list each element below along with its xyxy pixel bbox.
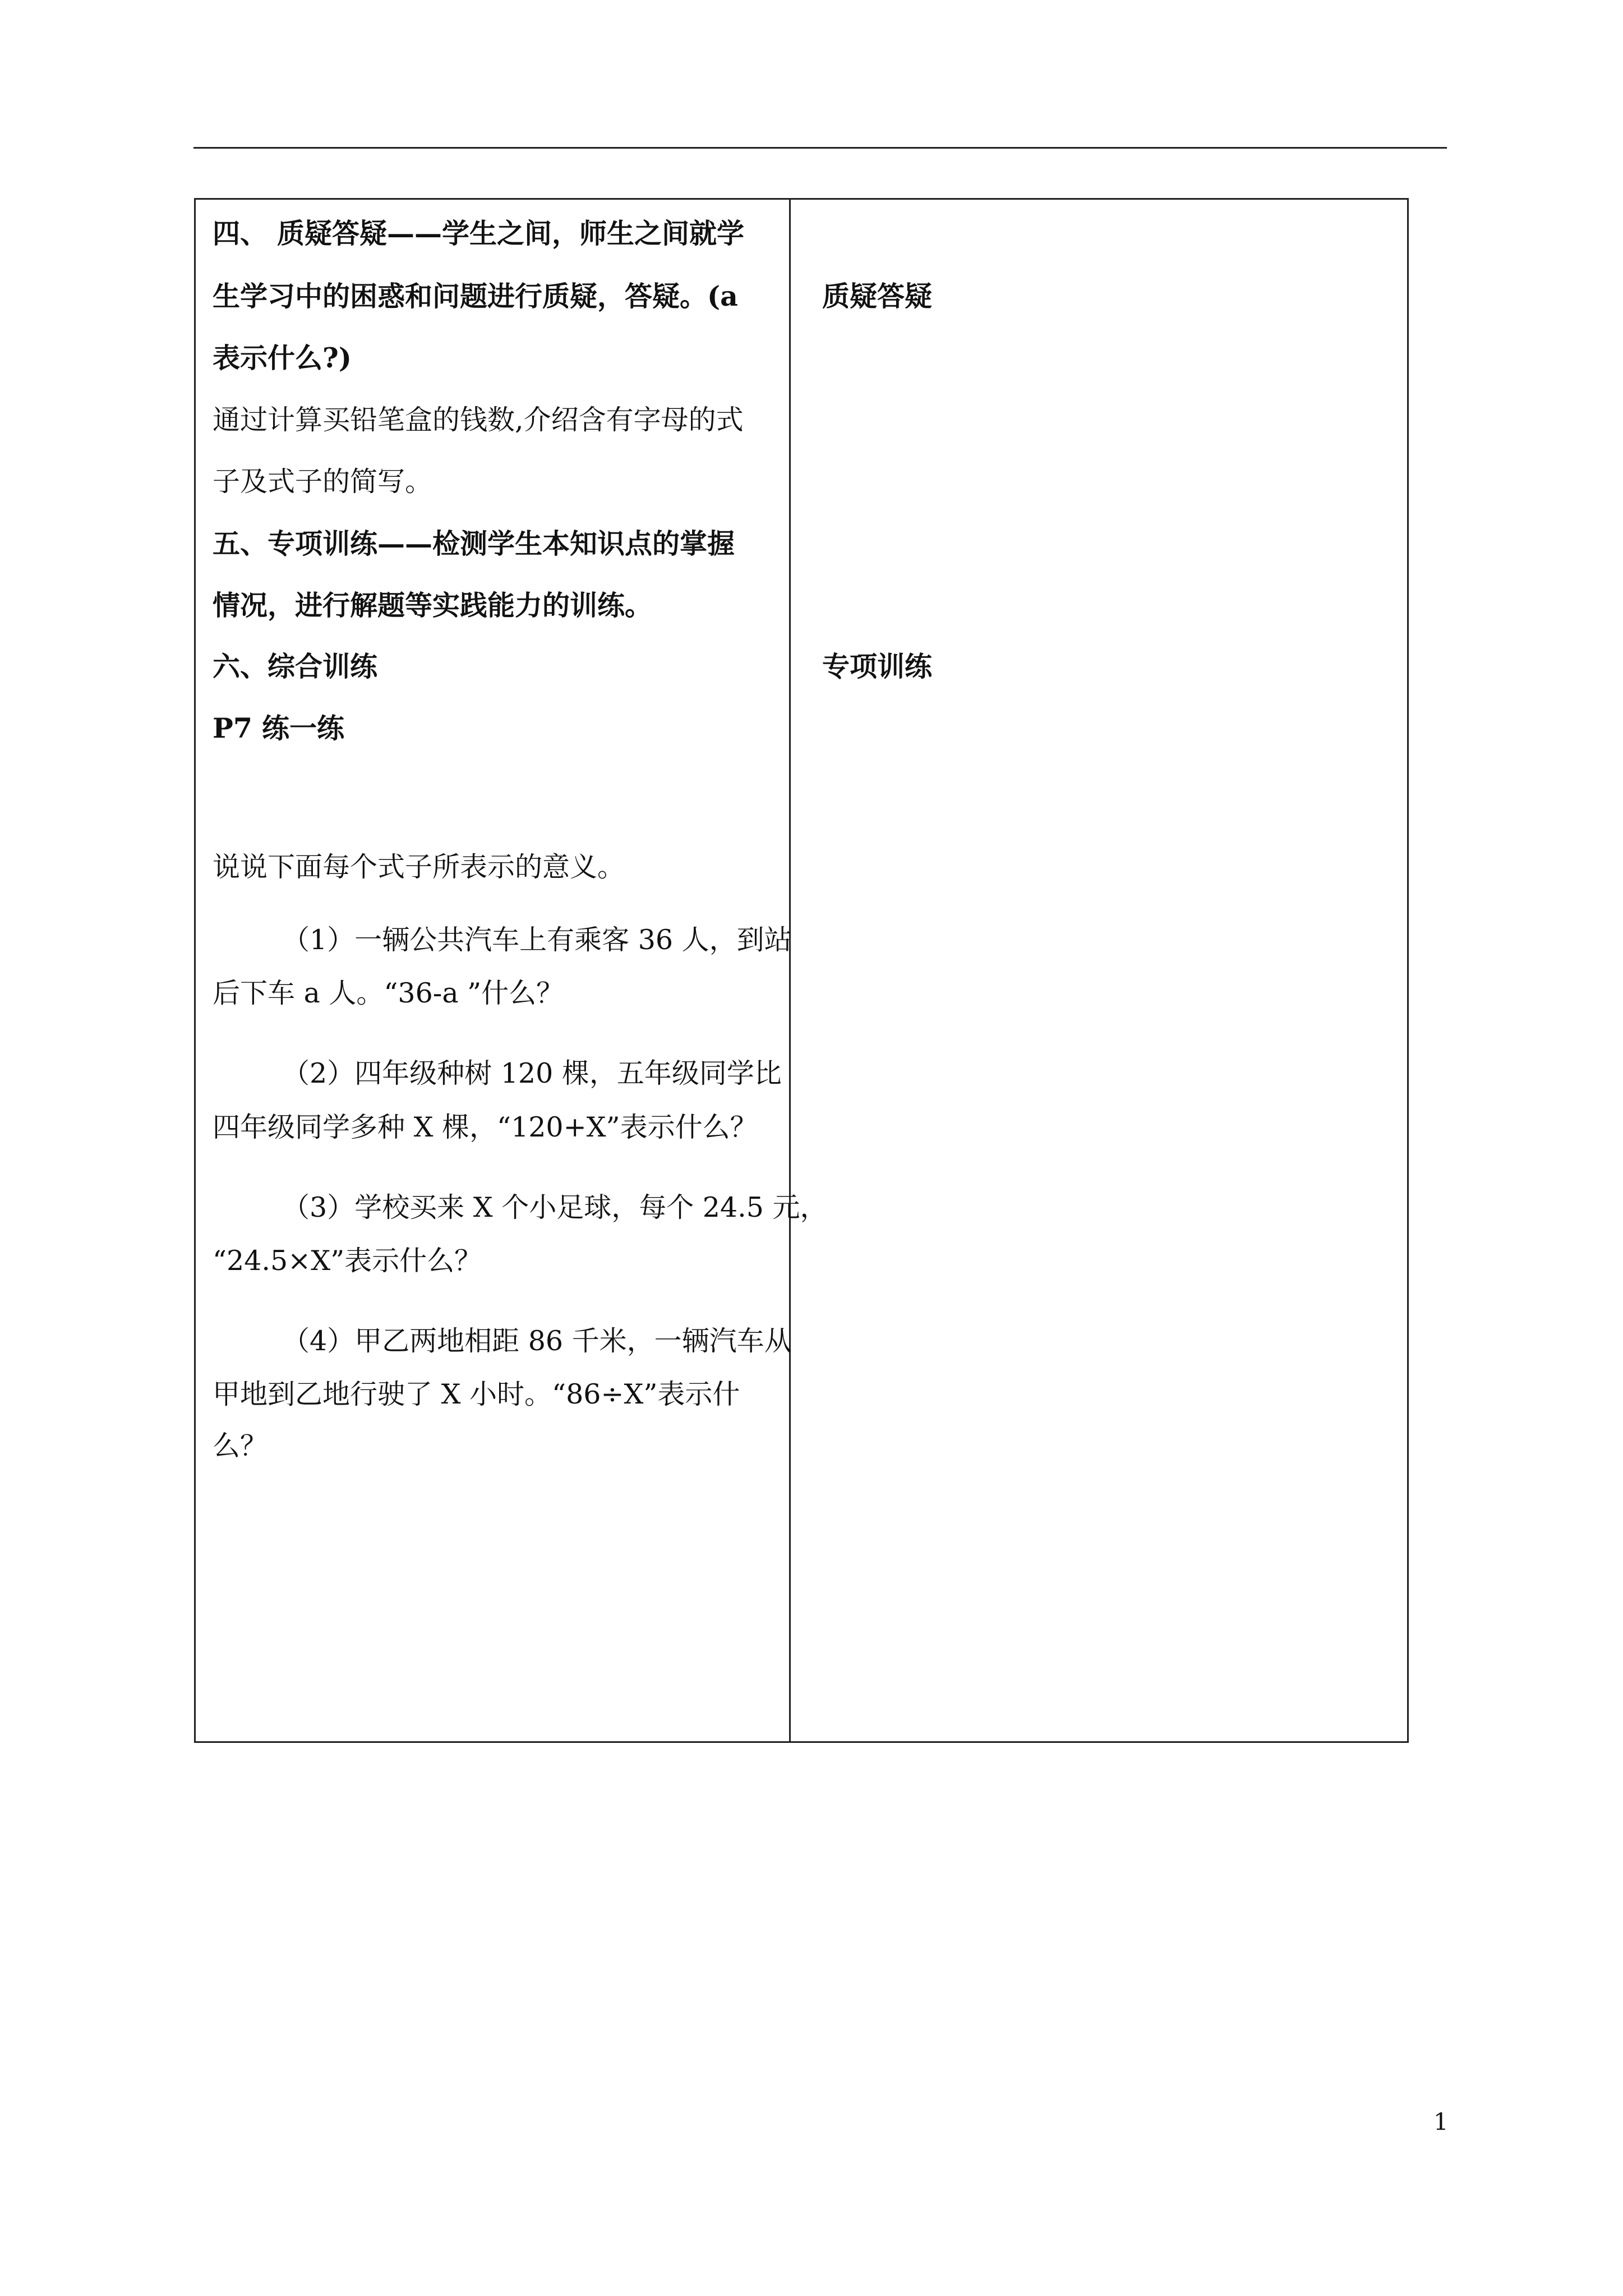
question-1-line2: 后下车 a 人。“36-a ”什么？ [213, 977, 564, 1009]
section5-heading-line1: 五、专项训练——检测学生本知识点的掌握 [213, 527, 735, 560]
column-divider [789, 200, 791, 1741]
question-4-line2: 甲地到乙地行驶了 X 小时。“86÷X”表示什 [213, 1378, 740, 1410]
section6-heading: 六、综合训练 [213, 650, 378, 683]
practice-title: P7 练一练 [213, 712, 344, 744]
question-4-line1: （4）甲乙两地相距 86 千米，一辆汽车从 [282, 1325, 792, 1357]
question-2-line2: 四年级同学多种 X 棵，“120+X”表示什么？ [213, 1111, 758, 1143]
exercise-prompt: 说说下面每个式子所表示的意义。 [213, 851, 625, 883]
question-3-line1: （3）学校买来 X 个小足球，每个 24.5 元， [282, 1191, 828, 1223]
question-2-line1: （2）四年级种树 120 棵，五年级同学比 [282, 1057, 782, 1089]
section4-heading-line1: 四、 质疑答疑——学生之间，师生之间就学 [213, 217, 745, 250]
intro-text-line1: 通过计算买铅笔盒的钱数,介绍含有字母的式 [213, 404, 744, 436]
section4-heading-line2: 生学习中的困惑和问题进行质疑，答疑。(a [213, 280, 738, 312]
question-3-line2: “24.5×X”表示什么？ [213, 1245, 482, 1277]
question-4-line3: 么？ [213, 1430, 268, 1462]
training-label: 专项训练 [822, 650, 933, 683]
section5-heading-line2: 情况，进行解题等实践能力的训练。 [213, 589, 653, 622]
page-number: 1 [1433, 2108, 1449, 2136]
section4-heading-line3: 表示什么?) [213, 342, 352, 374]
question-1-line1: （1）一辆公共汽车上有乘客 36 人，到站 [282, 924, 792, 956]
header-rule [193, 147, 1447, 149]
lesson-plan-table [194, 198, 1409, 1743]
qa-label: 质疑答疑 [822, 280, 933, 312]
intro-text-line2: 子及式子的简写。 [213, 466, 433, 498]
